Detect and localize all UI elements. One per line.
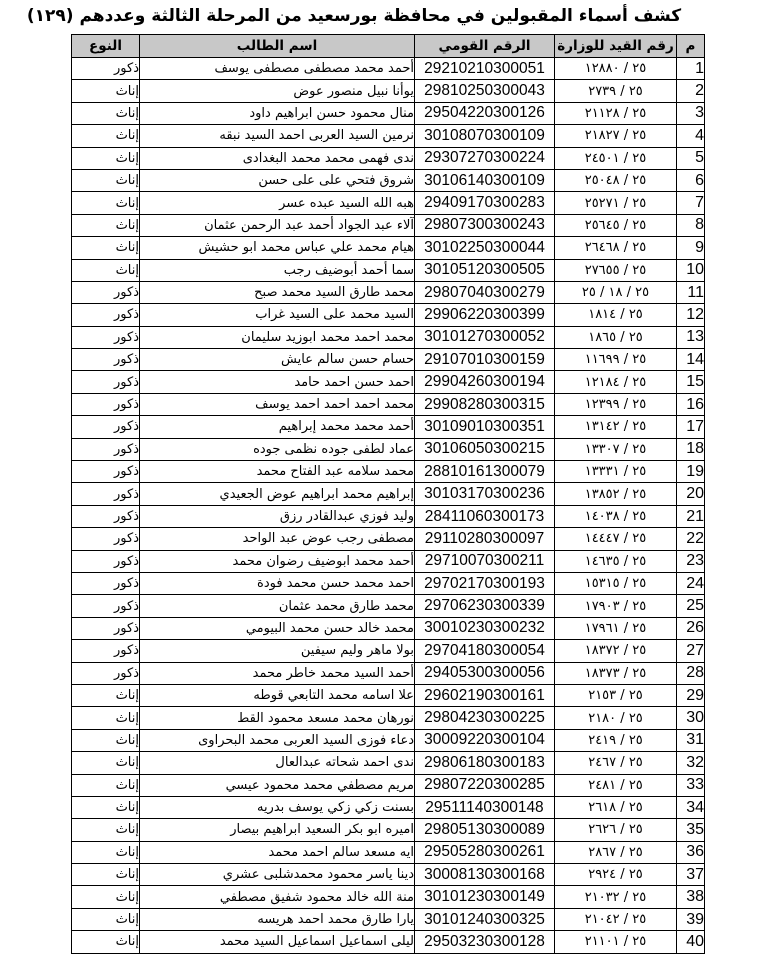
national-id: 29107010300159: [415, 349, 555, 371]
row-number: 27: [677, 640, 705, 662]
table-row: [72, 214, 705, 236]
row-number: 19: [677, 461, 705, 483]
header-student-name: اسم الطالب: [140, 35, 415, 58]
gender: إناث: [72, 796, 140, 818]
student-name: ندى احمد شحاته عبدالعال: [140, 752, 415, 774]
table-row: [72, 550, 705, 572]
registration-number: ٢٥ / ٢٥٦٤٥: [555, 214, 677, 236]
registration-number: ٢٥ / ١٢٨٨٠: [555, 58, 677, 80]
gender: ذكور: [72, 438, 140, 460]
national-id: 29904260300194: [415, 371, 555, 393]
national-id: 29503230300128: [415, 931, 555, 953]
row-number: 31: [677, 729, 705, 751]
row-number: 16: [677, 393, 705, 415]
registration-number: ٢٥ / ١٥٣١٥: [555, 572, 677, 594]
registration-number: ٢٥ / ١٧٩٦١: [555, 617, 677, 639]
gender: إناث: [72, 125, 140, 147]
registration-number: ٢٥ / ٢٤١٩: [555, 729, 677, 751]
registration-number: ٢٥ / ١٣٣٣١: [555, 461, 677, 483]
registration-number: ٢٥ / ١٤٠٣٨: [555, 505, 677, 527]
header-national-id: الرقم القومي: [415, 35, 555, 58]
row-number: 9: [677, 237, 705, 259]
gender: إناث: [72, 684, 140, 706]
student-name: أحمد محمد محمد إبراهيم: [140, 416, 415, 438]
student-name: هبه الله السيد عبده عسر: [140, 192, 415, 214]
national-id: 30109010300351: [415, 416, 555, 438]
registration-number: ٢٥ / ١٢١٨٤: [555, 371, 677, 393]
row-number: 15: [677, 371, 705, 393]
table-row: [72, 147, 705, 169]
gender: ذكور: [72, 349, 140, 371]
gender: إناث: [72, 80, 140, 102]
national-id: 29807300300243: [415, 214, 555, 236]
row-number: 1: [677, 58, 705, 80]
registration-number: ٢٥ / ١٨٣٧٢: [555, 640, 677, 662]
row-number: 14: [677, 349, 705, 371]
row-number: 2: [677, 80, 705, 102]
row-number: 13: [677, 326, 705, 348]
registration-number: ٢٥ / ١٣٣٠٧: [555, 438, 677, 460]
row-number: 33: [677, 774, 705, 796]
table-row: [72, 102, 705, 124]
table-row: [72, 259, 705, 281]
student-name: يارا طارق محمد احمد هريسه: [140, 908, 415, 930]
table-row: [72, 58, 705, 80]
row-number: 12: [677, 304, 705, 326]
table-row: [72, 864, 705, 886]
table-row: [72, 572, 705, 594]
student-name: آلاء عبد الجواد أحمد عبد الرحمن عثمان: [140, 214, 415, 236]
table-row: [72, 192, 705, 214]
registration-number: ٢٥ / ٢٧٣٩: [555, 80, 677, 102]
gender: ذكور: [72, 393, 140, 415]
national-id: 30108070300109: [415, 125, 555, 147]
gender: ذكور: [72, 617, 140, 639]
table-row: [72, 237, 705, 259]
student-name: دينا ياسر محمود محمدشلبى عشري: [140, 864, 415, 886]
student-name: اميره ابو بكر السعيد ابراهيم بيصار: [140, 819, 415, 841]
gender: ذكور: [72, 371, 140, 393]
national-id: 29806180300183: [415, 752, 555, 774]
header-gender: النوع: [72, 35, 140, 58]
registration-number: ٢٥ / ٢٥٢٧١: [555, 192, 677, 214]
registration-number: ٢٥ / ٢١٠٣٢: [555, 886, 677, 908]
table-row: [72, 886, 705, 908]
row-number: 26: [677, 617, 705, 639]
registration-number: ٢٥ / ٢١٠٤٢: [555, 908, 677, 930]
gender: إناث: [72, 752, 140, 774]
gender: إناث: [72, 147, 140, 169]
student-name: إبراهيم محمد ابراهيم عوض الجعيدي: [140, 483, 415, 505]
row-number: 29: [677, 684, 705, 706]
national-id: 29810250300043: [415, 80, 555, 102]
national-id: 29511140300148: [415, 796, 555, 818]
national-id: 29807220300285: [415, 774, 555, 796]
registration-number: ٢٥ / ٢١٨٠: [555, 707, 677, 729]
student-name: مصطفى رجب عوض عبد الواحد: [140, 528, 415, 550]
student-name: نرمين السيد العربى احمد السيد نبقه: [140, 125, 415, 147]
gender: إناث: [72, 237, 140, 259]
gender: ذكور: [72, 662, 140, 684]
table-row: [72, 326, 705, 348]
student-name: ندى فهمى محمد محمد البغدادى: [140, 147, 415, 169]
student-name: أحمد محمد مصطفى مصطفى يوسف: [140, 58, 415, 80]
student-name: هيام محمد علي عباس محمد ابو حشيش: [140, 237, 415, 259]
row-number: 36: [677, 841, 705, 863]
registration-number: ٢٥ / ٢٨٦٧: [555, 841, 677, 863]
national-id: 30101270300052: [415, 326, 555, 348]
national-id: 30101230300149: [415, 886, 555, 908]
table-row: [72, 819, 705, 841]
student-name: شروق فتحي على على حسن: [140, 169, 415, 191]
row-number: 24: [677, 572, 705, 594]
national-id: 29504220300126: [415, 102, 555, 124]
row-number: 17: [677, 416, 705, 438]
registration-number: ٢٥ / ٢١١٠١: [555, 931, 677, 953]
national-id: 30106140300109: [415, 169, 555, 191]
student-name: وليد فوزي عبدالقادر رزق: [140, 505, 415, 527]
gender: إناث: [72, 259, 140, 281]
page-title: كشف أسماء المقبولين في محافظة بورسعيد من المرحلة الثالثة وعددهم (١٢٩): [26, 6, 682, 26]
row-number: 8: [677, 214, 705, 236]
national-id: 29906220300399: [415, 304, 555, 326]
row-number: 22: [677, 528, 705, 550]
student-name: احمد حسن احمد حامد: [140, 371, 415, 393]
header-num: م: [677, 35, 705, 58]
row-number: 7: [677, 192, 705, 214]
gender: ذكور: [72, 304, 140, 326]
registration-number: ٢٥ / ٢٤٦٧: [555, 752, 677, 774]
registration-number: ٢٥ / ٢١٨٢٧: [555, 125, 677, 147]
national-id: 29405300300056: [415, 662, 555, 684]
student-name: نورهان محمد مسعد محمود القط: [140, 707, 415, 729]
gender: إناث: [72, 819, 140, 841]
student-name: دعاء فوزى السيد العربى محمد البحراوى: [140, 729, 415, 751]
national-id: 29710070300211: [415, 550, 555, 572]
row-number: 23: [677, 550, 705, 572]
table-row: [72, 796, 705, 818]
national-id: 29807040300279: [415, 281, 555, 303]
student-name: محمد طارق السيد محمد صبح: [140, 281, 415, 303]
table-row: [72, 640, 705, 662]
national-id: 30105120300505: [415, 259, 555, 281]
registration-number: ٢٥ / ١٨٦٥: [555, 326, 677, 348]
row-number: 11: [677, 281, 705, 303]
national-id: 30009220300104: [415, 729, 555, 751]
national-id: 30106050300215: [415, 438, 555, 460]
student-name: محمد خالد حسن محمد البيومي: [140, 617, 415, 639]
table-row: [72, 684, 705, 706]
registration-number: ٢٥ / ١٢٣٩٩: [555, 393, 677, 415]
table-row: [72, 505, 705, 527]
national-id: 28810161300079: [415, 461, 555, 483]
student-name: مريم مصطفي محمد محمود عيسي: [140, 774, 415, 796]
gender: إناث: [72, 774, 140, 796]
table-row: [72, 416, 705, 438]
gender: إناث: [72, 192, 140, 214]
registration-number: ٢٥ / ١٨ / ٢٥: [555, 281, 677, 303]
table-row: [72, 774, 705, 796]
student-name: سما أحمد أبوضيف رجب: [140, 259, 415, 281]
table-row: [72, 729, 705, 751]
gender: إناث: [72, 214, 140, 236]
student-name: بولا ماهر وليم سيفين: [140, 640, 415, 662]
gender: إناث: [72, 841, 140, 863]
national-id: 30010230300232: [415, 617, 555, 639]
national-id: 28411060300173: [415, 505, 555, 527]
national-id: 29210210300051: [415, 58, 555, 80]
row-number: 21: [677, 505, 705, 527]
header-registration: رقم القيد للوزارة: [555, 35, 677, 58]
registration-number: ٢٥ / ١٣٨٥٢: [555, 483, 677, 505]
table-row: [72, 349, 705, 371]
registration-number: ٢٥ / ١٨١٤: [555, 304, 677, 326]
gender: إناث: [72, 864, 140, 886]
row-number: 10: [677, 259, 705, 281]
table-row: [72, 707, 705, 729]
row-number: 30: [677, 707, 705, 729]
table-row: [72, 662, 705, 684]
student-name: منة الله خالد محمود شفيق مصطفي: [140, 886, 415, 908]
student-name: أحمد السيد محمد خاطر محمد: [140, 662, 415, 684]
registration-number: ٢٥ / ١٣١٤٢: [555, 416, 677, 438]
registration-number: ٢٥ / ١٧٩٠٣: [555, 595, 677, 617]
table-row: [72, 80, 705, 102]
gender: إناث: [72, 169, 140, 191]
row-number: 20: [677, 483, 705, 505]
table-row: [72, 125, 705, 147]
table-row: [72, 595, 705, 617]
national-id: 29805130300089: [415, 819, 555, 841]
table-row: [72, 841, 705, 863]
table-body: [72, 58, 705, 954]
table-row: [72, 461, 705, 483]
gender: ذكور: [72, 505, 140, 527]
registration-number: ٢٥ / ١٨٣٧٣: [555, 662, 677, 684]
registration-number: ٢٥ / ٢٤٨١: [555, 774, 677, 796]
admitted-students-table: [71, 34, 705, 954]
row-number: 39: [677, 908, 705, 930]
row-number: 38: [677, 886, 705, 908]
registration-number: ٢٥ / ١١٦٩٩: [555, 349, 677, 371]
student-name: علا اسامه محمد التابعي قوطه: [140, 684, 415, 706]
gender: إناث: [72, 707, 140, 729]
gender: ذكور: [72, 326, 140, 348]
table-row: [72, 393, 705, 415]
registration-number: ٢٥ / ١٤٤٤٧: [555, 528, 677, 550]
student-name: احمد محمد حسن محمد فودة: [140, 572, 415, 594]
row-number: 32: [677, 752, 705, 774]
national-id: 29706230300339: [415, 595, 555, 617]
student-name: محمد طارق محمد عثمان: [140, 595, 415, 617]
gender: ذكور: [72, 528, 140, 550]
national-id: 30102250300044: [415, 237, 555, 259]
registration-number: ٢٥ / ٢٩٢٤: [555, 864, 677, 886]
gender: ذكور: [72, 550, 140, 572]
registration-number: ٢٥ / ٢٦٢٦: [555, 819, 677, 841]
row-number: 5: [677, 147, 705, 169]
table-row: [72, 617, 705, 639]
gender: إناث: [72, 102, 140, 124]
national-id: 30101240300325: [415, 908, 555, 930]
student-name: أحمد محمد ابوضيف رضوان محمد: [140, 550, 415, 572]
national-id: 29804230300225: [415, 707, 555, 729]
national-id: 29704180300054: [415, 640, 555, 662]
row-number: 40: [677, 931, 705, 953]
gender: إناث: [72, 931, 140, 953]
table-header-row: [72, 35, 705, 58]
table-row: [72, 438, 705, 460]
student-name: بسنت زكي زكي يوسف بدريه: [140, 796, 415, 818]
gender: إناث: [72, 908, 140, 930]
row-number: 4: [677, 125, 705, 147]
row-number: 18: [677, 438, 705, 460]
student-name: ليلى اسماعيل اسماعيل السيد محمد: [140, 931, 415, 953]
gender: إناث: [72, 729, 140, 751]
table-row: [72, 371, 705, 393]
gender: ذكور: [72, 416, 140, 438]
row-number: 35: [677, 819, 705, 841]
row-number: 3: [677, 102, 705, 124]
national-id: 29908280300315: [415, 393, 555, 415]
row-number: 6: [677, 169, 705, 191]
gender: ذكور: [72, 58, 140, 80]
gender: ذكور: [72, 640, 140, 662]
gender: ذكور: [72, 572, 140, 594]
national-id: 29307270300224: [415, 147, 555, 169]
registration-number: ٢٥ / ٢٤٥٠١: [555, 147, 677, 169]
gender: ذكور: [72, 461, 140, 483]
row-number: 34: [677, 796, 705, 818]
student-name: منال محمود حسن ابراهيم داود: [140, 102, 415, 124]
gender: ذكور: [72, 281, 140, 303]
registration-number: ٢٥ / ٢٦١٨: [555, 796, 677, 818]
table-row: [72, 528, 705, 550]
student-name: ايه مسعد سالم احمد محمد: [140, 841, 415, 863]
national-id: 30103170300236: [415, 483, 555, 505]
registration-number: ٢٥ / ٢٥٠٤٨: [555, 169, 677, 191]
student-name: عماد لطفى جوده نظمى جوده: [140, 438, 415, 460]
table-row: [72, 304, 705, 326]
national-id: 30008130300168: [415, 864, 555, 886]
gender: ذكور: [72, 483, 140, 505]
student-name: محمد احمد احمد احمد يوسف: [140, 393, 415, 415]
table-row: [72, 281, 705, 303]
registration-number: ٢٥ / ٢١٥٣: [555, 684, 677, 706]
gender: ذكور: [72, 595, 140, 617]
national-id: 29110280300097: [415, 528, 555, 550]
national-id: 29505280300261: [415, 841, 555, 863]
national-id: 29702170300193: [415, 572, 555, 594]
table-row: [72, 483, 705, 505]
table-row: [72, 931, 705, 953]
student-name: حسام حسن سالم عايش: [140, 349, 415, 371]
student-name: السيد محمد على السيد غراب: [140, 304, 415, 326]
student-name: يوأنا نبيل منصور عوض: [140, 80, 415, 102]
registration-number: ٢٥ / ٢١١٢٨: [555, 102, 677, 124]
student-name: محمد احمد محمد ابوزيد سليمان: [140, 326, 415, 348]
row-number: 37: [677, 864, 705, 886]
student-name: محمد سلامه عبد الفتاح محمد: [140, 461, 415, 483]
table-row: [72, 169, 705, 191]
table-row: [72, 752, 705, 774]
row-number: 25: [677, 595, 705, 617]
row-number: 28: [677, 662, 705, 684]
gender: إناث: [72, 886, 140, 908]
table-row: [72, 908, 705, 930]
national-id: 29409170300283: [415, 192, 555, 214]
registration-number: ٢٥ / ٢٦٤٦٨: [555, 237, 677, 259]
national-id: 29602190300161: [415, 684, 555, 706]
registration-number: ٢٥ / ٢٧٦٥٥: [555, 259, 677, 281]
registration-number: ٢٥ / ١٤٦٣٥: [555, 550, 677, 572]
